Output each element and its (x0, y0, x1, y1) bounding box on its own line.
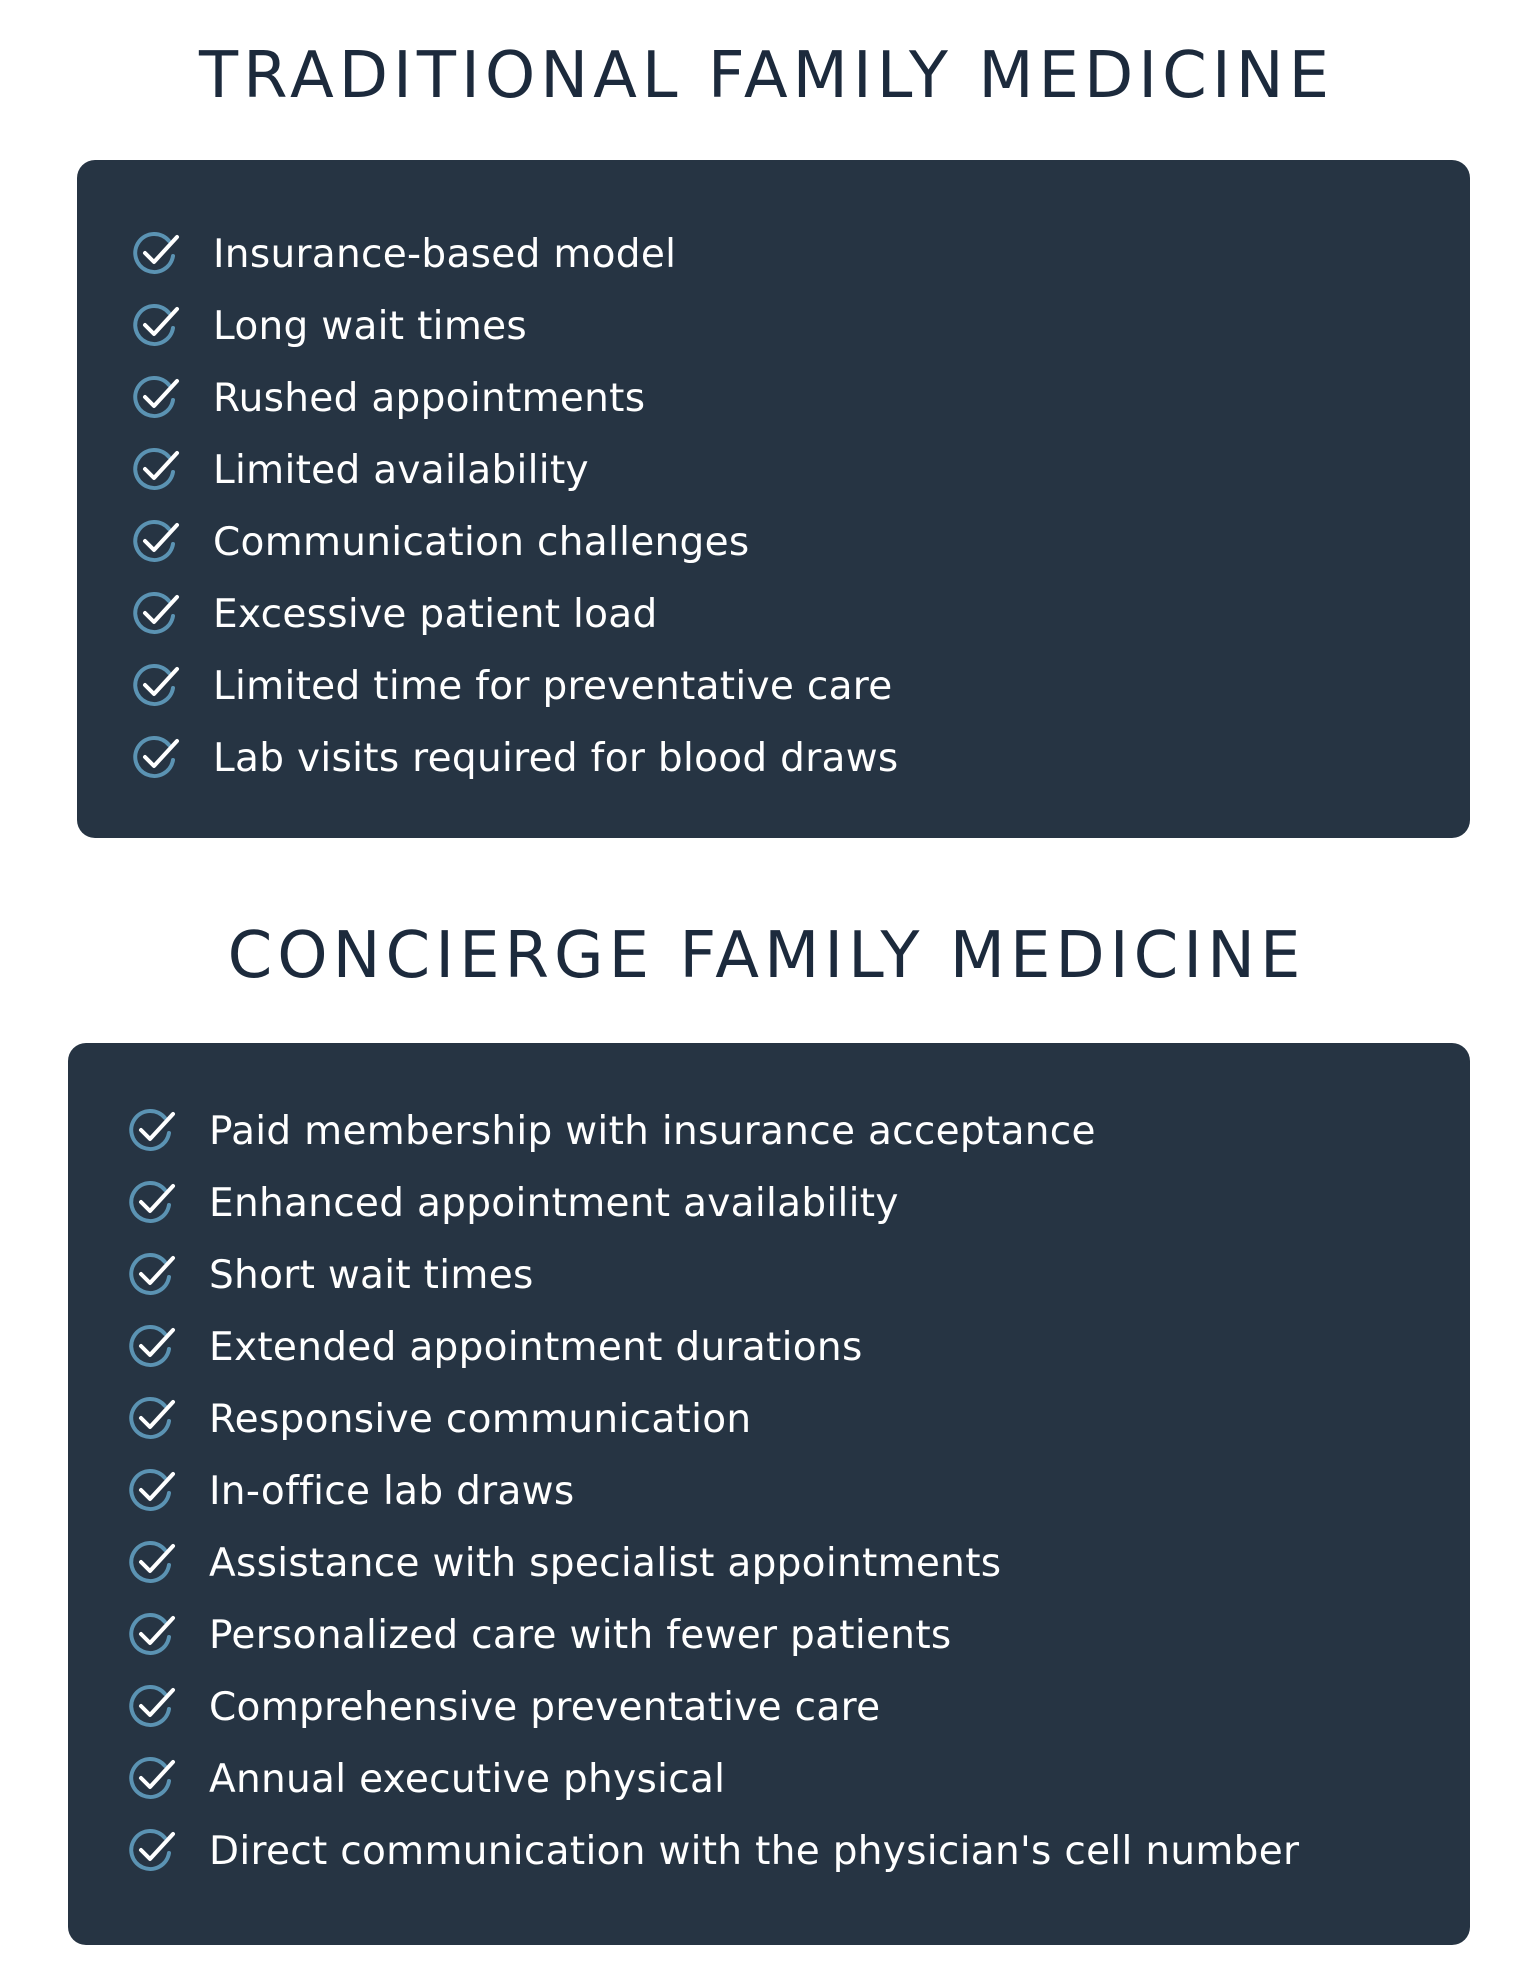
list-item-label: Limited availability (213, 447, 589, 493)
list-item (129, 290, 1470, 362)
list-item-label: Communication challenges (213, 519, 750, 565)
traditional-features-list (77, 218, 1470, 794)
check-circle-icon (125, 1467, 181, 1515)
check-circle-icon (125, 1107, 181, 1155)
list-item (125, 1167, 1470, 1239)
list-item-label: Insurance-based model (213, 231, 677, 277)
list-item-label: Excessive patient load (213, 591, 658, 637)
concierge-features-panel (68, 1043, 1470, 1945)
list-item (125, 1239, 1470, 1311)
list-item (129, 722, 1470, 794)
concierge-features-list (68, 1095, 1470, 1887)
list-item (125, 1311, 1470, 1383)
list-item (125, 1599, 1470, 1671)
list-item-label: In-office lab draws (209, 1468, 575, 1514)
check-circle-icon (125, 1827, 181, 1875)
list-item-label: Comprehensive preventative care (209, 1684, 881, 1730)
list-item-label: Assistance with specialist appointments (209, 1540, 1002, 1586)
list-item (125, 1815, 1470, 1887)
check-circle-icon (125, 1323, 181, 1371)
list-item-label: Short wait times (209, 1252, 534, 1298)
list-item (125, 1455, 1470, 1527)
list-item-label: Limited time for preventative care (213, 663, 893, 709)
list-item (129, 506, 1470, 578)
list-item (125, 1743, 1470, 1815)
check-circle-icon (129, 734, 185, 782)
list-item-label: Paid membership with insurance acceptance (209, 1108, 1096, 1154)
check-circle-icon (125, 1251, 181, 1299)
check-circle-icon (129, 662, 185, 710)
traditional-features-panel (77, 160, 1470, 838)
list-item (129, 578, 1470, 650)
check-circle-icon (129, 446, 185, 494)
check-circle-icon (125, 1539, 181, 1587)
list-item (125, 1671, 1470, 1743)
check-circle-icon (125, 1179, 181, 1227)
list-item (129, 434, 1470, 506)
list-item-label: Enhanced appointment availability (209, 1180, 899, 1226)
list-item (125, 1383, 1470, 1455)
check-circle-icon (125, 1395, 181, 1443)
list-item (125, 1527, 1470, 1599)
check-circle-icon (129, 590, 185, 638)
traditional-title: TRADITIONAL FAMILY MEDICINE (199, 39, 1334, 113)
check-circle-icon (129, 374, 185, 422)
list-item (129, 650, 1470, 722)
check-circle-icon (129, 518, 185, 566)
list-item-label: Annual executive physical (209, 1756, 726, 1802)
list-item (125, 1095, 1470, 1167)
list-item (129, 362, 1470, 434)
list-item-label: Long wait times (213, 303, 528, 349)
concierge-title: CONCIERGE FAMILY MEDICINE (227, 919, 1306, 993)
check-circle-icon (125, 1755, 181, 1803)
list-item-label: Lab visits required for blood draws (213, 735, 899, 781)
check-circle-icon (125, 1683, 181, 1731)
list-item-label: Responsive communication (209, 1396, 752, 1442)
list-item-label: Personalized care with fewer patients (209, 1612, 952, 1658)
list-item-label: Direct communication with the physician's cell number (209, 1828, 1300, 1874)
check-circle-icon (129, 230, 185, 278)
list-item-label: Extended appointment durations (209, 1324, 863, 1370)
list-item (129, 218, 1470, 290)
check-circle-icon (125, 1611, 181, 1659)
check-circle-icon (129, 302, 185, 350)
list-item-label: Rushed appointments (213, 375, 646, 421)
